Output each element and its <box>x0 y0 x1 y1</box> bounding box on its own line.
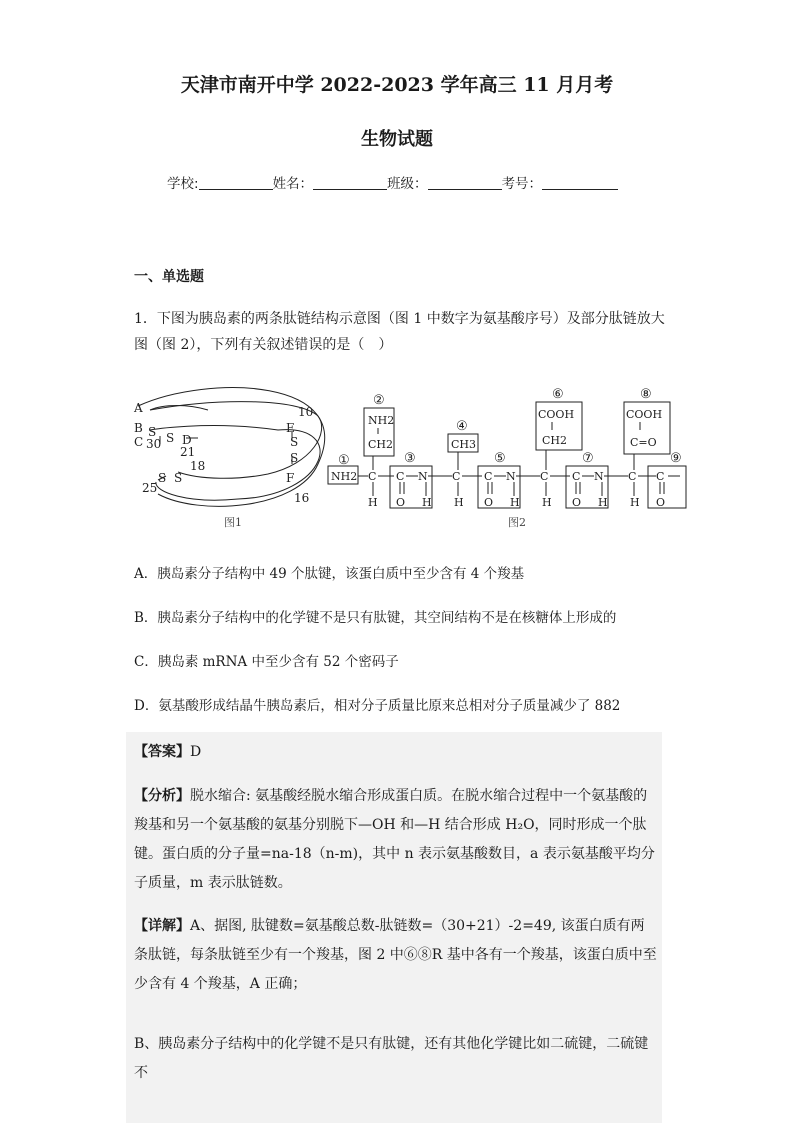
svg-text:N: N <box>418 470 428 483</box>
section-heading: 一、单选题 <box>134 269 204 285</box>
fig1-label: E <box>286 421 295 435</box>
fig1-label: 30 <box>146 437 162 451</box>
svg-text:N: N <box>506 470 516 483</box>
svg-text:H: H <box>630 496 640 509</box>
svg-text:O: O <box>656 496 666 509</box>
name-blank[interactable] <box>313 176 387 190</box>
svg-text:C: C <box>396 470 405 483</box>
analysis-text: 脱水缩合: 氨基酸经脱水缩合形成蛋白质。在脱水缩合过程中一个氨基酸的羧基和另一个氨基酸的氨基分别脱下—OH 和—H 结合形成 H₂O，同时形成一个肽键。蛋白质的分子量=na-18（n-m)，其中 n 表示氨基酸数目，a 表示氨基酸平均分子质量，m 表示肽链数。 <box>134 788 655 891</box>
circle-label-7: ⑦ <box>582 451 594 466</box>
answer-panel <box>126 732 662 1123</box>
svg-text:C: C <box>572 470 581 483</box>
option-b[interactable]: B．胰岛素分子结构中的化学键不是只有肽键，其空间结构不是在核糖体上形成的 <box>134 610 617 626</box>
analysis-label: 【分析】 <box>134 788 190 804</box>
detail-label: 【详解】 <box>134 918 190 934</box>
school-label: 学校: <box>167 176 199 192</box>
svg-text:H: H <box>542 496 552 509</box>
svg-text:C: C <box>628 470 637 483</box>
fig1-label: 18 <box>190 459 206 473</box>
name-label: 姓名： <box>272 176 314 192</box>
group-cooh-side-1: COOH <box>538 408 575 421</box>
svg-text:C: C <box>540 470 549 483</box>
fig1-label: F <box>286 471 295 485</box>
fig1-label: S <box>148 425 157 439</box>
fig1-caption: 图1 <box>224 516 242 529</box>
group-ch2-side-1: CH2 <box>542 434 568 447</box>
svg-text:O: O <box>396 496 406 509</box>
answer-line <box>134 738 201 767</box>
detail-text: A、据图, 肽键数=氨基酸总数-肽链数=（30+21）-2=49, 该蛋白质有两条肽链，每条肽链至少有一个羧基，图 2 中⑥⑧R 基中各有一个羧基，该蛋白质中至少含有 4 个羧基，A 正确； <box>134 918 657 992</box>
circle-label-6: ⑥ <box>552 387 564 402</box>
exam-no-blank[interactable] <box>542 176 618 190</box>
svg-text:O: O <box>572 496 582 509</box>
svg-text:C: C <box>452 470 461 483</box>
group-nh2-side: NH2 <box>368 414 395 427</box>
chain-a-inner <box>150 406 208 411</box>
circle-label-9: ⑨ <box>670 451 682 466</box>
detail-b-block: B、胰岛素分子结构中的化学键不是只有肽键，还有其他化学键比如二硫键，二硫键不 <box>134 1036 649 1081</box>
group-ch2-side: CH2 <box>368 438 394 451</box>
class-label: 班级： <box>387 176 428 192</box>
circle-label-3: ③ <box>404 451 416 466</box>
school-blank[interactable] <box>199 176 273 190</box>
svg-text:O: O <box>484 496 494 509</box>
page-subtitle: 生物试题 <box>361 129 433 150</box>
box-9 <box>648 466 686 508</box>
fig1-label: S <box>166 431 175 445</box>
option-a[interactable]: A．胰岛素分子结构中 49 个肽键，该蛋白质中至少含有 4 个羧基 <box>134 566 525 582</box>
exam-no-label: 考号： <box>501 176 543 192</box>
fig1-label: S <box>174 471 183 485</box>
detail-block <box>134 912 658 999</box>
fig1-label: S <box>158 471 167 485</box>
circle-label-8: ⑧ <box>640 387 652 402</box>
option-c[interactable]: C．胰岛素 mRNA 中至少含有 52 个密码子 <box>134 654 399 670</box>
question-stem: 1．下图为胰岛素的两条肽链结构示意图（图 1 中数字为氨基酸序号）及部分肽链放大图（图 2），下列有关叙述错误的是（ ） <box>134 311 665 353</box>
group-cooh-side-2: COOH <box>626 408 663 421</box>
svg-text:H: H <box>510 496 520 509</box>
svg-text:H: H <box>368 496 378 509</box>
page-title: 天津市南开中学 2022-2023 学年高三 11 月月考 <box>180 74 614 96</box>
svg-text:C: C <box>656 470 665 483</box>
fig1-label: A <box>134 401 143 415</box>
svg-text:N: N <box>594 470 604 483</box>
svg-text:C: C <box>484 470 493 483</box>
fig1-label: B <box>134 421 143 435</box>
svg-text:H: H <box>454 496 464 509</box>
fig1-label: 16 <box>294 491 310 505</box>
student-info-line <box>167 172 618 192</box>
question-figure <box>128 384 698 534</box>
group-co-side-2: C=O <box>630 436 657 449</box>
answer-value: D <box>190 744 202 760</box>
circle-label-1: ① <box>338 453 350 468</box>
fig1-label: 10 <box>298 405 314 419</box>
svg-text:C: C <box>368 470 377 483</box>
circle-label-2: ② <box>373 393 385 408</box>
group-nh2-terminal: NH2 <box>331 470 358 483</box>
fig1-label: S <box>290 451 299 465</box>
fig1-label: C <box>134 435 144 449</box>
circle-label-4: ④ <box>456 419 468 434</box>
analysis-block <box>134 782 658 898</box>
svg-text:H: H <box>598 496 608 509</box>
fig1-label: D <box>182 433 192 447</box>
group-ch3-side: CH3 <box>451 438 477 451</box>
fig1-label: S <box>290 435 299 449</box>
figure-2-labels <box>331 387 682 509</box>
answer-label: 【答案】 <box>134 744 190 760</box>
circle-label-5: ⑤ <box>494 451 506 466</box>
fig2-caption: 图2 <box>508 516 526 529</box>
svg-text:H: H <box>422 496 432 509</box>
fig1-label: 25 <box>142 481 158 495</box>
fig1-label: 21 <box>180 445 196 459</box>
class-blank[interactable] <box>428 176 502 190</box>
option-d[interactable]: D．氨基酸形成结晶牛胰岛素后，相对分子质量比原来总相对分子质量减少了 882 <box>134 698 621 714</box>
